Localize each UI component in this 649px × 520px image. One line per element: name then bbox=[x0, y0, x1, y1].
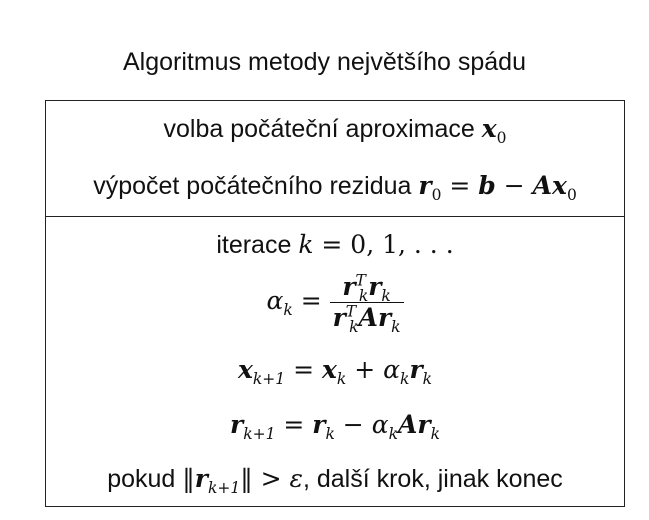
r-update-line: $r_{k+1} = r_k - \alpha_kAr_k$ bbox=[230, 410, 440, 443]
x-current: $x_k$ bbox=[321, 355, 347, 388]
r-current-3: $r_k$ bbox=[417, 410, 440, 443]
algorithm-title: Algoritmus metody největšího spádu bbox=[123, 48, 526, 76]
b-symbol: b bbox=[478, 171, 496, 200]
initial-residual-label: výpočet počátečního rezidua bbox=[93, 172, 419, 200]
iteration-box bbox=[45, 216, 625, 507]
r-next-norm: $r_{k+1}$ bbox=[194, 464, 241, 497]
initial-approximation-line bbox=[46, 114, 624, 147]
stop-suffix: , další krok, jinak konec bbox=[302, 465, 563, 493]
initial-approximation-label: volba počáteční aproximace bbox=[163, 115, 482, 143]
x0-symbol-residual: $x_0$ bbox=[552, 171, 577, 204]
epsilon-symbol: ε bbox=[289, 464, 303, 493]
x-update-line: $x_{k+1} = x_k + \alpha_kr_k$ bbox=[237, 355, 433, 388]
alpha-k: $\alpha_k$ bbox=[383, 355, 410, 388]
alpha-numerator: $r^T_kr_k$ bbox=[342, 271, 391, 305]
k-range: = 0, 1, . . . bbox=[313, 230, 454, 259]
x0-symbol: $x_0$ bbox=[481, 114, 507, 147]
A-matrix: A bbox=[398, 410, 418, 439]
alpha-symbol: $\alpha_k$ bbox=[266, 286, 293, 320]
iteration-header-line bbox=[46, 230, 624, 260]
alpha-formula-line: $\alpha_k$ = $\frac{r^T_kr_k}{r^T_kAr_k}$ bbox=[46, 272, 624, 333]
alpha-denominator: $r^T_kAr_k$ bbox=[332, 302, 401, 336]
r-current-2: $r_k$ bbox=[312, 410, 335, 443]
initial-residual-line: výpočet počátečního rezidua $r_0 = b - Ax_0$ bbox=[93, 171, 577, 204]
initialization-box bbox=[45, 100, 625, 217]
x-next: $x_{k+1}$ bbox=[237, 355, 286, 388]
alpha-k-2: $\alpha_k$ bbox=[371, 410, 398, 443]
stopping-criterion-line: pokud $‖r_{k+1}‖ > \varepsilon$, další krok, jinak konec bbox=[107, 464, 563, 497]
r-next: $r_{k+1}$ bbox=[230, 410, 276, 443]
r0-symbol: $r_0$ bbox=[418, 171, 442, 204]
r-current: $r_k$ bbox=[409, 355, 433, 388]
stop-prefix: pokud bbox=[107, 465, 183, 493]
iteration-label: iterace bbox=[216, 231, 299, 259]
A-symbol: A bbox=[532, 171, 553, 200]
k-index: k bbox=[298, 230, 314, 259]
